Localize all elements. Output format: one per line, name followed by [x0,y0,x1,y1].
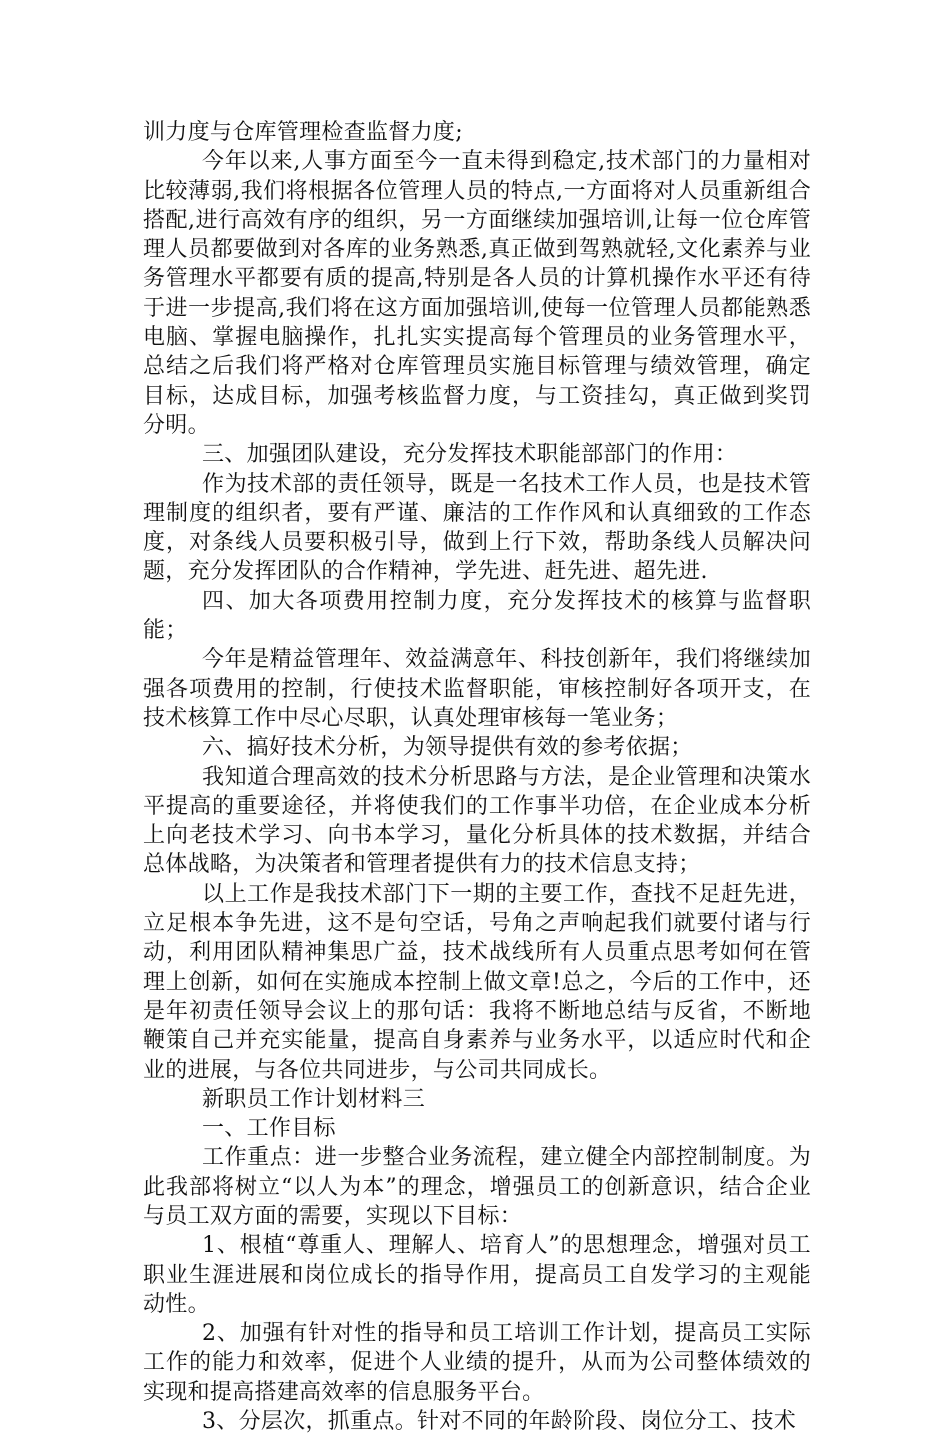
section-title: 新职员工作计划材料三 [202,1086,426,1112]
heading-technical-analysis: 六、搞好技术分析，为领导提供有效的参考依据； [202,735,693,761]
paragraph-summary: 以上工作是我技术部门下一期的主要工作，查找不足赶先进，立足根本争先进，这不是句空话，号角之声响起我们就要付诸与行动，利用团队精神集思广益，技术战线所有人员重点思考如何在管理上创新，如何在实施成本控制上做文章!总之，今后的工作中，还是年初责任领导会议上的那句话：我将不断地总结与反省，不断地鞭策自己并充实能量，提高自身素养与业务水平，以适应时代和企业的进展，与各位共同进步，与公司共同成长。 [143,881,811,1083]
paragraph-team-building: 作为技术部的责任领导，既是一名技术工作人员，也是技术管理制度的组织者，要有严谨、廉洁的工作作风和认真细致的工作态度，对条线人员要积极引导，做到上行下效，帮助条线人员解决问题，充分发挥团队的合作精神，学先进、赶先进、超先进. [143,471,811,585]
document-body [143,118,811,1436]
list-item-goal-1: 1、根植“尊重人、理解人、培育人”的思想理念，增强对员工职业生涯进展和岗位成长的指导作用，提高员工自发学习的主观能动性。 [143,1233,811,1317]
paragraph-cost-control: 今年是精益管理年、效益满意年、科技创新年，我们将继续加强各项费用的控制，行使技术监督职能，审核控制好各项开支，在技术核算工作中尽心尽职，认真处理审核每一笔业务； [143,647,811,731]
heading-team-building: 三、加强团队建设，充分发挥技术职能部部门的作用： [202,442,738,468]
heading-work-goals: 一、工作目标 [202,1116,336,1142]
paragraph-work-focus: 工作重点：进一步整合业务流程，建立健全内部控制制度。为此我部将树立“以人为本”的理念，增强员工的创新意识，结合企业与员工双方面的需要，实现以下目标： [143,1145,811,1229]
heading-cost-control: 四、加大各项费用控制力度，充分发挥技术的核算与监督职能； [143,588,811,644]
paragraph-continuation: 训力度与仓库管理检查监督力度; [143,120,463,145]
list-item-goal-3: 3、分层次，抓重点。针对不同的年龄阶段、岗位分工、技术 [202,1409,797,1435]
paragraph-staffing: 今年以来,人事方面至今一直未得到稳定,技术部门的力量相对比较薄弱,我们将根据各位管理人员的特点,一方面将对人员重新组合搭配,进行高效有序的组织，另一方面继续加强培训,让每一位仓库管理人员都要做到对各库的业务熟悉,真正做到驾熟就轻,文化素养与业务管理水平都要有质的提高,特别是各人员的计算机操作水平还有待于进一步提高,我们将在这方面加强培训,使每一位管理人员都能熟悉电脑、掌握电脑操作，扎扎实实提高每个管理员的业务管理水平，总结之后我们将严格对仓库管理员实施目标管理与绩效管理，确定目标，达成目标，加强考核监督力度，与工资挂勾，真正做到奖罚分明。 [143,149,811,438]
list-item-goal-2: 2、加强有针对性的指导和员工培训工作计划，提高员工实际工作的能力和效率，促进个人业绩的提升，从而为公司整体绩效的实现和提高搭建高效率的信息服务平台。 [143,1321,811,1405]
paragraph-technical-analysis: 我知道合理高效的技术分析思路与方法，是企业管理和决策水平提高的重要途径，并将使我们的工作事半功倍，在企业成本分析上向老技术学习、向书本学习，量化分析具体的技术数据，并结合总体战略，为决策者和管理者提供有力的技术信息支持； [143,764,811,878]
